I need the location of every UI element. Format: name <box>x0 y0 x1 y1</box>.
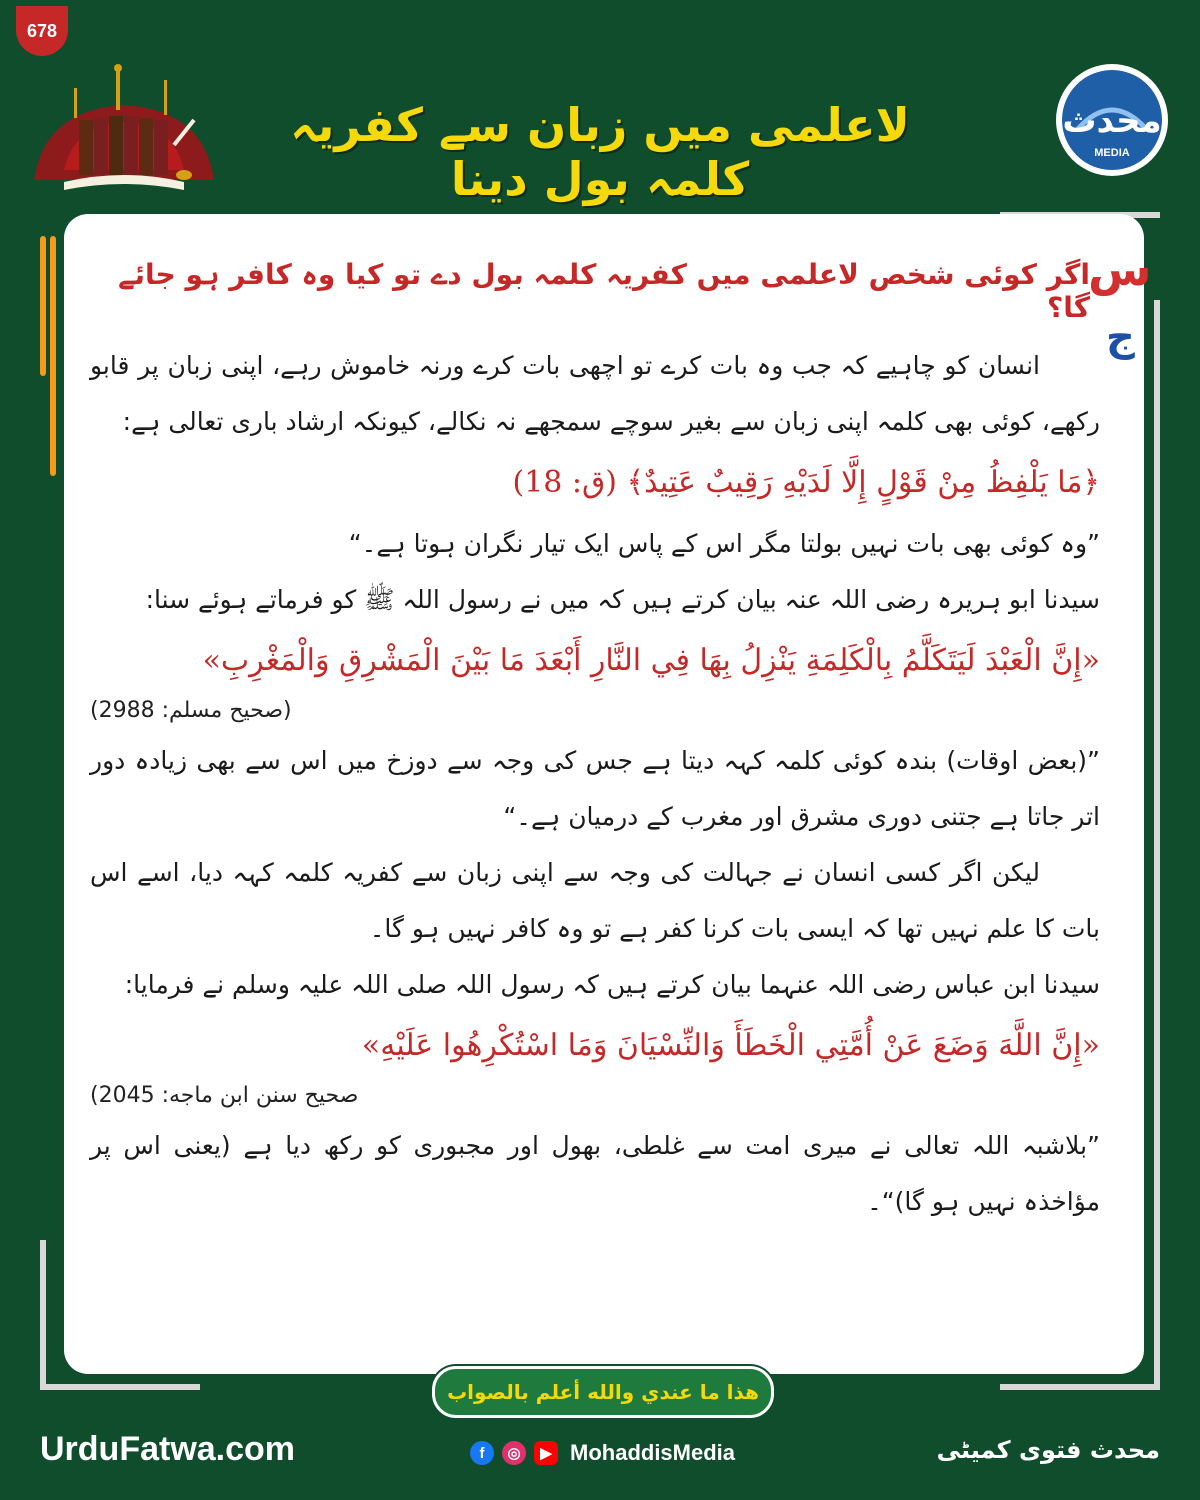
social-links <box>470 1440 735 1466</box>
frame-line-bottom-left <box>40 1384 200 1390</box>
committee-name: محدث فتوی کمیٹی <box>936 1436 1160 1464</box>
social-handle[interactable]: MohaddisMedia <box>570 1440 736 1465</box>
accent-bar-2 <box>50 236 56 476</box>
fatwa-number-badge <box>16 6 68 56</box>
hadith-1-text: «إِنَّ الْعَبْدَ لَيَتَكَلَّمُ بِالْكَلِمَةِ يَنْزِلُ بِهَا فِي النَّارِ أَبْعَدَ مَا بَيْنَ الْمَشْرِقِ وَالْمَغْرِبِ» <box>202 643 1100 678</box>
facebook-icon[interactable]: f <box>470 1441 494 1465</box>
hadith-1-reference-text: (صحيح مسلم: 2988) <box>90 698 292 723</box>
fatwa-number: 678 <box>26 20 58 41</box>
instagram-icon[interactable]: ◎ <box>502 1441 526 1465</box>
hadith-1-intro: سیدنا ابو ہریرہ رضی اللہ عنہ بیان کرتے ہیں کہ میں نے رسول اللہ ﷺ کو فرماتے ہوئے سنا: <box>145 585 1100 614</box>
answer-paragraph-2: لیکن اگر کسی انسان نے جہالت کی وجہ سے اپنی زبان سے کفریہ کلمہ کہہ دیا، اسے اس بات کا علم نہیں تھا کہ ایسی بات کرنا کفر ہے تو وہ کافر نہیں ہو گا۔ <box>90 858 1100 943</box>
hadith-2-translation: ”بلاشبہ اللہ تعالی نے میری امت سے غلطی، بھول اور مجبوری کو رکھ دیا ہے (یعنی اس پر مؤاخذہ نہیں ہو گا)“۔ <box>90 1131 1100 1216</box>
youtube-icon[interactable]: ▶ <box>534 1441 558 1465</box>
hadith-2-intro: سیدنا ابن عباس رضی اللہ عنہما بیان کرتے ہیں کہ رسول اللہ صلی اللہ علیہ وسلم نے فرمایا: <box>124 970 1100 999</box>
answer-marker: ج <box>1106 314 1135 360</box>
frame-line-bottom-right <box>1000 1384 1160 1390</box>
website-link[interactable]: UrduFatwa.com <box>40 1430 296 1468</box>
closing-statement: هذا ما عندي والله أعلم بالصواب <box>432 1366 774 1418</box>
svg-text:MEDIA: MEDIA <box>1094 147 1130 159</box>
hadith-2-text: «إِنَّ اللَّهَ وَضَعَ عَنْ أُمَّتِي الْخَطَأَ وَالنِّسْيَانَ وَمَا اسْتُكْرِهُوا عَلَيْهِ» <box>361 1028 1100 1063</box>
ayah-translation: ”وہ کوئی بھی بات نہیں بولتا مگر اس کے پاس ایک تیار نگران ہوتا ہے۔“ <box>348 529 1100 558</box>
frame-line-left <box>40 1240 46 1390</box>
answer-paragraph-1: انسان کو چاہیے کہ جب وہ بات کرے تو اچھی بات کرے ورنہ خاموش رہے، اپنی زبان پر قابو رکھے، کوئی بھی کلمہ اپنی زبان سے بغیر سوچے سمجھے نہ نکالے، کیونکہ ارشاد باری تعالی ہے: <box>90 351 1100 436</box>
quran-ayah: ﴿مَا يَلْفِظُ مِنْ قَوْلٍ إِلَّا لَدَيْهِ رَقِيبٌ عَتِيدٌ﴾ (ق: 18) <box>512 465 1100 500</box>
accent-bar-1 <box>40 236 46 376</box>
hadith-1-reference <box>90 698 1100 723</box>
question-marker: س <box>1088 242 1152 296</box>
hadith-2-reference <box>90 1083 1100 1108</box>
frame-line-right <box>1154 300 1160 1390</box>
svg-text:محدث: محدث <box>1062 101 1162 141</box>
page-title: لاعلمی میں زبان سے کفریہ کلمہ بول دینا <box>290 98 910 206</box>
mohaddis-logo-icon <box>1052 60 1172 180</box>
fatwa-content <box>90 258 1100 1230</box>
books-illustration <box>24 50 224 200</box>
hadith-2-reference-text: صحيح سنن ابن ماجه: 2045) <box>90 1083 359 1108</box>
question-text: اگر کوئی شخص لاعلمی میں کفریہ کلمہ بول دے تو کیا وہ کافر ہو جائے گا؟ <box>118 258 1090 324</box>
hadith-1-translation: ”(بعض اوقات) بندہ کوئی کلمہ کہہ دیتا ہے جس کی وجہ سے دوزخ میں اس سے بھی زیادہ دور اتر جاتا ہے جتنی دوری مشرق اور مغرب کے درمیان ہے۔“ <box>90 746 1100 831</box>
